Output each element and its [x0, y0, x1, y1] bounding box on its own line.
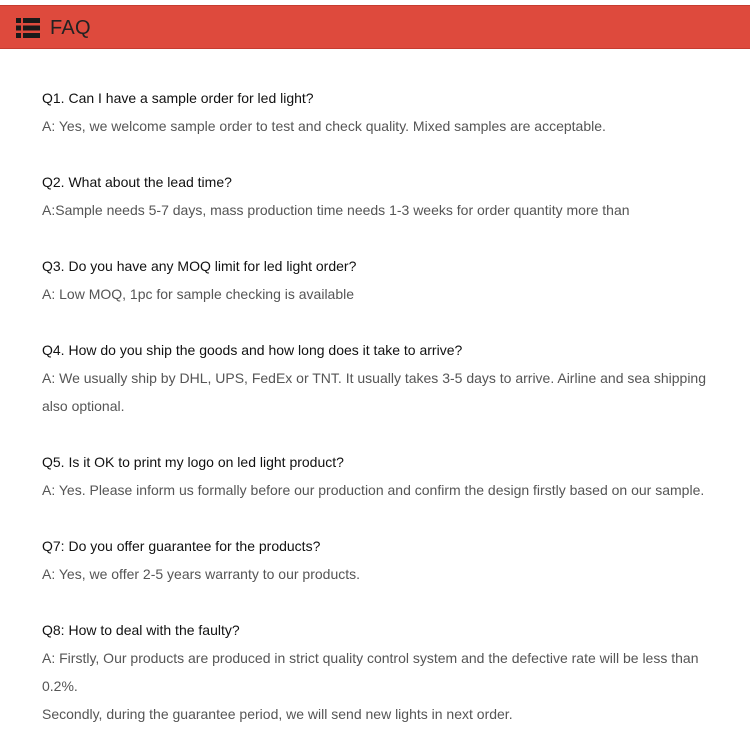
page-title: FAQ	[50, 17, 91, 39]
faq-question: Q5. Is it OK to print my logo on led light product?	[42, 454, 344, 470]
faq-item	[42, 168, 722, 224]
faq-answer: A: Low MOQ, 1pc for sample checking is available	[42, 286, 355, 302]
faq-question: Q1. Can I have a sample order for led light?	[42, 90, 314, 106]
faq-question: Q7: Do you offer guarantee for the products?	[42, 538, 321, 554]
faq-question: Q8: How to deal with the faulty?	[42, 622, 240, 638]
faq-item	[42, 84, 722, 140]
faq-question: Q2. What about the lead time?	[42, 174, 232, 190]
faq-answer: A: Firstly, Our products are produced in strict quality control system and the defective rate will be less than 0.2%.	[42, 650, 699, 694]
faq-list	[42, 84, 722, 728]
faq-item	[42, 532, 722, 588]
faq-answer: A: We usually ship by DHL, UPS, FedEx or TNT. It usually takes 3-5 days to arrive. Airline and sea shipping also optional.	[42, 370, 707, 414]
list-icon	[16, 18, 40, 38]
faq-item	[42, 616, 722, 728]
faq-item	[42, 336, 722, 420]
faq-answer: Secondly, during the guarantee period, we will send new lights in next order.	[42, 706, 513, 722]
faq-answer: A:Sample needs 5-7 days, mass production time needs 1-3 weeks for order quantity more than	[42, 202, 630, 218]
faq-header-bar	[0, 5, 750, 49]
faq-item	[42, 252, 722, 308]
faq-answer: A: Yes, we welcome sample order to test and check quality. Mixed samples are acceptable.	[42, 118, 606, 134]
faq-answer: A: Yes, we offer 2-5 years warranty to our products.	[42, 566, 361, 582]
faq-answer: A: Yes. Please inform us formally before our production and confirm the design firstly based on our sample.	[42, 482, 705, 498]
faq-item	[42, 448, 722, 504]
faq-question: Q4. How do you ship the goods and how long does it take to arrive?	[42, 342, 463, 358]
faq-question: Q3. Do you have any MOQ limit for led light order?	[42, 258, 357, 274]
